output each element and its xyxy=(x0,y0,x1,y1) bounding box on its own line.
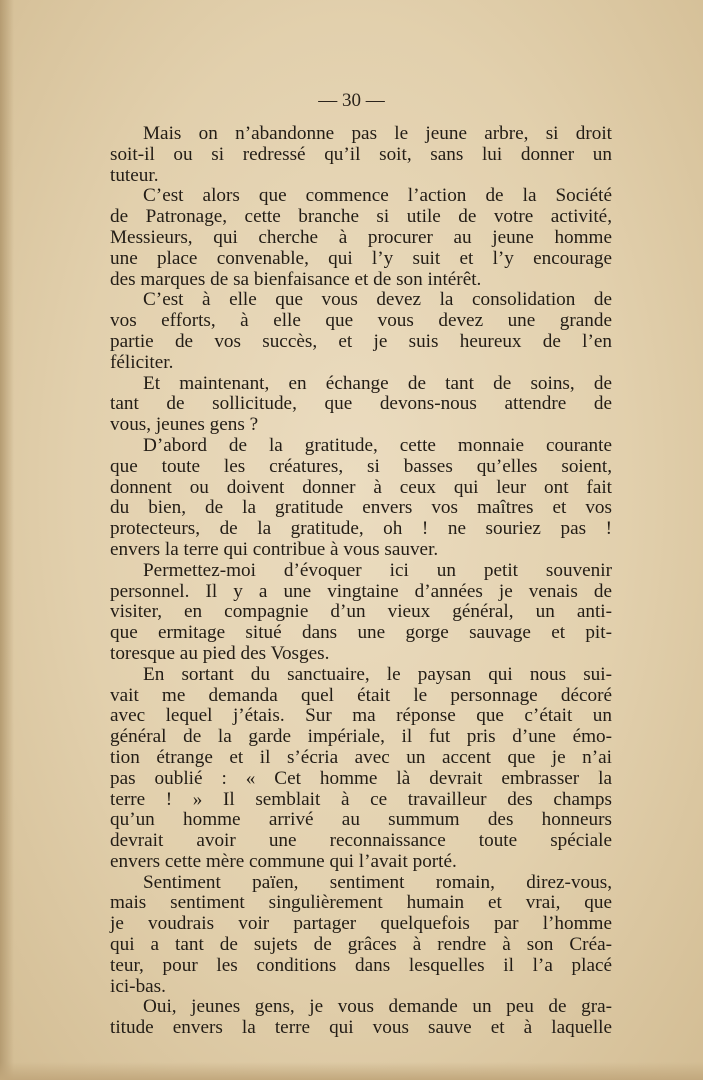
text-line: Oui, jeunes gens, je vous demande un peu de gra- xyxy=(143,996,612,1018)
text-line: mais sentiment singulièrement humain et vrai, que xyxy=(110,892,612,914)
text-line: avec lequel j’étais. Sur ma réponse que c’était un xyxy=(110,705,612,727)
text-line: personnel. Il y a une vingtaine d’années je venais de xyxy=(110,580,612,602)
text-line: Messieurs, qui cherche à procurer au jeune homme xyxy=(110,226,612,248)
text-line: pas oublié : « Cet homme là devrait embrasser la xyxy=(110,767,612,789)
text-line: vos efforts, à elle que vous devez une grande xyxy=(110,310,612,332)
text-line: En sortant du sanctuaire, le paysan qui nous sui- xyxy=(143,663,612,685)
text-line: qui a tant de sujets de grâces à rendre à son Créa- xyxy=(110,934,612,956)
text-line: général de la garde impériale, il fut pris d’une émo- xyxy=(110,726,612,748)
page-number: — 30 — xyxy=(318,90,385,111)
text-line: tant de sollicitude, que devons-nous attendre de xyxy=(110,393,612,415)
text-line: tuteur. xyxy=(110,164,159,186)
body-text xyxy=(110,124,612,1039)
text-line: titude envers la terre qui vous sauve et à laquelle xyxy=(110,1017,612,1039)
text-line: que toute les créatures, si basses qu’elles soient, xyxy=(110,455,612,477)
text-line: vait me demanda quel était le personnage décoré xyxy=(110,684,612,706)
page-edge-shadow xyxy=(0,0,14,1080)
text-line: donnent ou doivent donner à ceux qui leur ont fait xyxy=(110,476,612,498)
text-line: protecteurs, de la gratitude, oh ! ne souriez pas ! xyxy=(110,518,612,540)
text-line: partie de vos succès, et je suis heureux de l’en xyxy=(110,330,612,352)
text-line: qu’un homme arrivé au summum des honneurs xyxy=(110,809,612,831)
text-line: des marques de sa bienfaisance et de son intérêt. xyxy=(110,268,482,290)
text-line: soit-il ou si redressé qu’il soit, sans lui donner un xyxy=(110,143,612,165)
text-line: tion étrange et il s’écria avec un accent que je n’ai xyxy=(110,746,612,768)
page-bottom-shadow xyxy=(0,1062,703,1080)
text-line: que ermitage situé dans une gorge sauvage et pit- xyxy=(110,622,612,644)
text-line: Et maintenant, en échange de tant de soins, de xyxy=(143,372,612,394)
text-line: une place convenable, qui l’y suit et l’y encourage xyxy=(110,247,612,269)
text-line: envers la terre qui contribue à vous sauver. xyxy=(110,538,439,560)
text-line: toresque au pied des Vosges. xyxy=(110,642,330,664)
text-line: terre ! » Il semblait à ce travailleur des champs xyxy=(110,788,612,810)
text-line: féliciter. xyxy=(110,351,174,373)
text-line: ici-bas. xyxy=(110,975,166,997)
text-line: C’est à elle que vous devez la consolidation de xyxy=(143,289,612,311)
text-line: de Patronage, cette branche si utile de votre activité, xyxy=(110,206,612,228)
text-line: devrait avoir une reconnaissance toute spéciale xyxy=(110,830,612,852)
text-line: visiter, en compagnie d’un vieux général, un anti- xyxy=(110,601,612,623)
text-line: teur, pour les conditions dans lesquelles il l’a placé xyxy=(110,954,612,976)
text-line: Mais on n’abandonne pas le jeune arbre, si droit xyxy=(143,123,612,144)
text-line: je voudrais voir partager quelquefois par l’homme xyxy=(110,913,612,935)
text-line: vous, jeunes gens ? xyxy=(110,414,259,436)
text-line: D’abord de la gratitude, cette monnaie courante xyxy=(143,434,612,456)
text-line: du bien, de la gratitude envers vos maîtres et vos xyxy=(110,497,612,519)
text-line: envers cette mère commune qui l’avait porté. xyxy=(110,850,457,872)
text-line: Sentiment païen, sentiment romain, direz-vous, xyxy=(143,871,612,893)
text-line: C’est alors que commence l’action de la Société xyxy=(143,185,612,207)
text-line: Permettez-moi d’évoquer ici un petit souvenir xyxy=(143,559,612,581)
